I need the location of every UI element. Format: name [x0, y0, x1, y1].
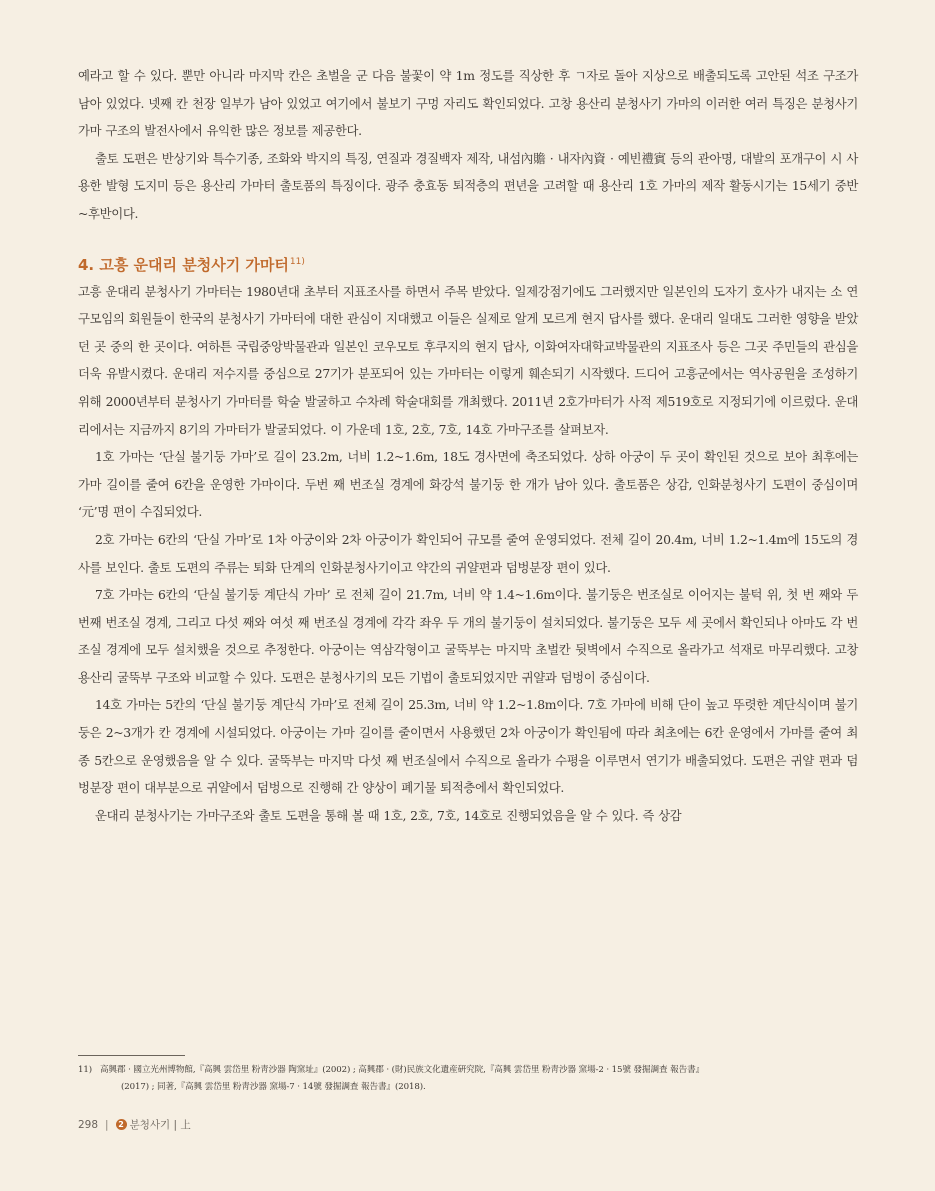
footnote-number: 11): [78, 1065, 92, 1075]
footnote-continuation: (2017) ; 同著,『高興 雲岱里 粉靑沙器 窯場-7 · 14號 發掘調査 報告書』(2018).: [121, 1082, 426, 1092]
paragraph: 1호 가마는 ‘단실 불기둥 가마’로 길이 23.2m, 너비 1.2~1.6m, 18도 경사면에 축조되었다. 상하 아궁이 두 곳이 확인된 것으로 보아 최후에는 가마 길이를 줄여 6칸을 운영한 가마이다. 두번 째 번조실 경계에 화강석 불기둥 한 개가 남아 있다. 출토품은 상감, 인화분청사기 도편이 중심이며 ‘元’명 편이 수집되었다.: [78, 449, 858, 520]
body-text: [78, 62, 858, 829]
footnote-ref[interactable]: 11): [289, 256, 305, 267]
chapter-number-icon: 2: [116, 1119, 127, 1130]
page-footer: [78, 1117, 191, 1132]
page-number: 298: [78, 1118, 99, 1131]
footer-separator: |: [105, 1118, 109, 1131]
paragraph: 출토 도편은 반상기와 특수기종, 조화와 박지의 특징, 연질과 경질백자 제작, 내섬內贍 · 내자內資 · 예빈禮賓 등의 관아명, 대발의 포개구이 시 사용한 발형 도지미 등은 용산리 가마터 출토품의 특징이다. 광주 충효동 퇴적층의 편년을 고려할 때 용산리 1호 가마의 제작 활동시기는 15세기 중반~후반이다.: [78, 150, 858, 221]
paragraph: 고흥 운대리 분청사기 가마터는 1980년대 초부터 지표조사를 하면서 주목 받았다. 일제강점기에도 그러했지만 일본인의 도자기 호사가 내지는 소 연구모임의 회원들이 한국의 분청사기 가마터에 대한 관심이 지대했고 이들은 실제로 알게 모르게 현지 답사를 했다. 운대리 일대도 그러한 영향을 받았던 곳 중의 한 곳이다. 여하튼 국립중앙박물관과 일본인 코우모토 후쿠지의 현지 답사, 이화여자대학교박물관의 지표조사 등은 그곳 주민들의 관심을 더욱 유발시켰다. 운대리 저수지를 중심으로 27기가 분포되어 있는 가마터는 이렇게 훼손되기 시작했다. 드디어 고흥군에서는 역사공원을 조성하기 위해 2000년부터 분청사기 가마터를 학술 발굴하고 수차례 학술대회를 개최했다. 2011년 2호가마터가 사적 제519호로 지정되기에 이르렀다. 운대리에서는 지금까지 8기의 가마터가 발굴되었다. 이 가운데 1호, 2호, 7호, 14호 가마구조를 살펴보자.: [78, 283, 858, 437]
paragraph: 14호 가마는 5칸의 ‘단실 불기둥 계단식 가마’로 전체 길이 25.3m, 너비 약 1.2~1.8m이다. 7호 가마에 비해 단이 높고 뚜렷한 계단식이며 불기둥은 2~3개가 칸 경계에 시설되었다. 아궁이는 가마 길이를 줄이면서 사용했던 2차 아궁이가 확인됨에 따라 최초에는 6칸 운영에서 가마를 줄여 최종 5칸으로 운영했음을 알 수 있다. 굴뚝부는 마지막 다섯 째 번조실에서 수직으로 올라가 수평을 이루면서 연기가 배출되었다. 도편은 귀얄 편과 덤벙분장 편이 대부분으로 귀얄에서 덤벙으로 진행해 간 양상이 폐기물 퇴적층에서 확인되었다.: [78, 697, 858, 796]
paragraph: 7호 가마는 6칸의 ‘단실 불기둥 계단식 가마’ 로 전체 길이 21.7m, 너비 약 1.4~1.6m이다. 불기둥은 번조실로 이어지는 불턱 위, 첫 번 째와 두 번째 번조실 경계, 그리고 다섯 째와 여섯 째 번조실 경계에 각각 좌우 두 개의 불기둥이 설치되었다. 불기둥은 모두 세 곳에서 확인되나 아마도 각 번조실 경계에 모두 설치했을 것으로 추정한다. 아궁이는 역삼각형이고 굴뚝부는 마지막 초벌칸 뒷벽에서 수직으로 올라가고 석재로 마무리했다. 고창 용산리 굴뚝부 구조와 비교할 수 있다. 도편은 분청사기의 모든 기법이 출토되었지만 귀얄과 덤벙이 중심이다.: [78, 587, 858, 685]
paragraph: 운대리 분청사기는 가마구조와 출토 도편을 통해 볼 때 1호, 2호, 7호, 14호로 진행되었음을 알 수 있다. 즉 상감: [95, 807, 682, 823]
footnote-row: [78, 1062, 858, 1079]
footnote: [78, 1062, 858, 1096]
footnote-divider: [78, 1055, 185, 1056]
paragraph: 2호 가마는 6칸의 ‘단실 가마’로 1차 아궁이와 2차 아궁이가 확인되어 규모를 줄여 운영되었다. 전체 길이 20.4m, 너비 1.2~1.4m에 15도의 경사를 보인다. 출토 도편의 주류는 퇴화 단계의 인화분청사기이고 약간의 귀얄편과 덤벙분장 편이 있다.: [78, 531, 858, 575]
section-heading-text: 4. 고흥 운대리 분청사기 가마터: [78, 255, 289, 274]
section-heading: [78, 252, 858, 278]
footnote-text: 高興郡 · 國立光州博物館,『高興 雲岱里 粉靑沙器 陶窯址』(2002) ; 高興郡 · (財)民族文化遺産硏究院,『高興 雲岱里 粉靑沙器 窯場-2 · 15號 發掘調査 報告書』: [100, 1065, 705, 1075]
paragraph: 예라고 할 수 있다. 뿐만 아니라 마지막 칸은 초벌을 군 다음 불꽃이 약 1m 정도를 직상한 후 ㄱ자로 돌아 지상으로 배출되도록 고안된 석조 구조가 남아 있었다. 넷째 칸 천장 일부가 남아 있었고 여기에서 불보기 구멍 자리도 확인되었다. 고창 용산리 분청사기 가마의 이러한 여러 특징은 분청사기 가마 구조의 발전사에서 유익한 많은 정보를 제공한다.: [78, 68, 858, 139]
footer-section-title: 분청사기 | 上: [129, 1119, 191, 1131]
